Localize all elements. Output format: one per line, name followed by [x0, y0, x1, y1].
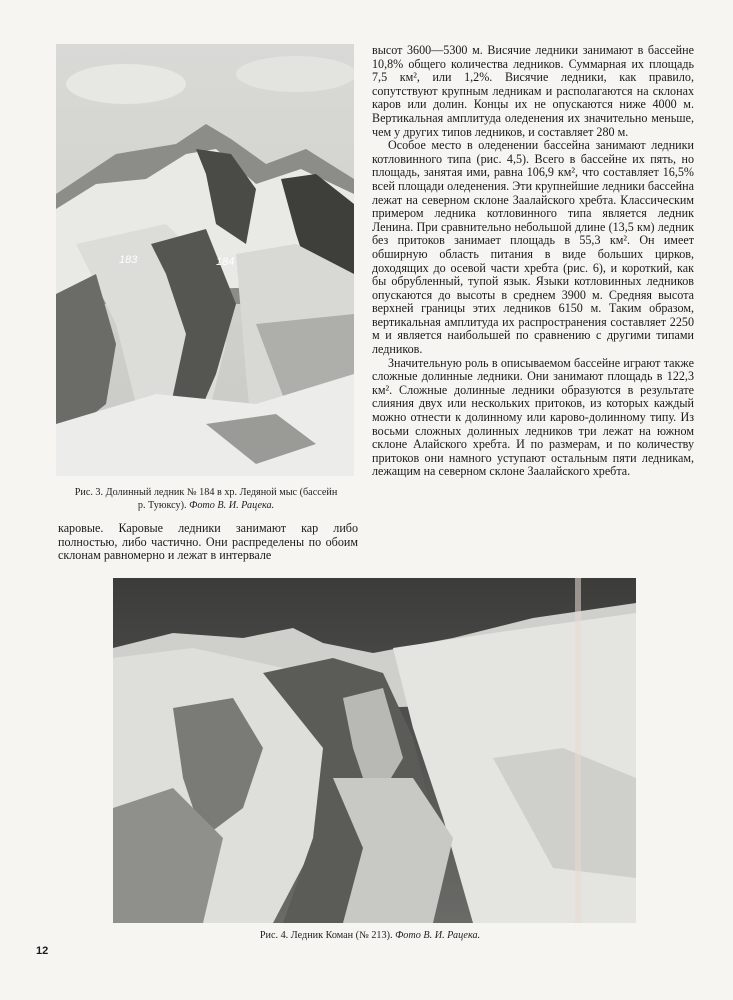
paragraph-hanging-glaciers: высот 3600—5300 м. Висячие ледники занимают в бассейне 10,8% общего количества ледников. Суммарная их площадь 7,5 км², или 1,2%. Висячие ледники, как правило, сопутствуют крупным ледникам и располагаются на склонах каров или долин. Концы их не опускаются ниже 4000 м. Вертикальная амплитуда оледенения их значительно меньше, чем у других типов ледников, и составляет 280 м.	[372, 43, 694, 139]
figure-3-caption-text: Рис. 3. Долинный ледник № 184 в хр. Ледяной мыс (бассейн р. Туюксу).	[74, 487, 338, 511]
figure-4-caption-text: Рис. 4. Ледник Коман (№ 213).	[259, 930, 393, 941]
figure-3-photo-credit: Фото В. И. Рацека.	[189, 499, 275, 511]
figure-3-caption	[70, 487, 342, 512]
left-text-column	[58, 522, 358, 563]
page-number: 12	[36, 945, 49, 957]
figure-4-photo-credit: Фото В. И. Рацека.	[395, 930, 481, 941]
koman-glacier-photo	[113, 578, 636, 923]
glacier-label-184: 184	[216, 256, 235, 268]
right-text-column	[372, 44, 694, 479]
glacier-184-photo	[56, 44, 354, 476]
paragraph-basin-glaciers: Особое место в оледенении бассейна занимают ледники котловинного типа (рис. 4,5). Всего в бассейне их пять, но площадь, занятая ими, равна 106,9 км², что составляет 16,5% всей площади оледенения. Эти крупнейшие ледники бассейна лежат на северном склоне Заалайского хребта. Классическим примером ледника котловинного типа является ледник Ленина. При сравнительно небольшой длине (13,5 км) ледник без притоков занимает площадь в 55,3 км². Он имеет обширную область питания в виде больших цирков, доходящих до осевой части хребта (рис. 6), и короткий, как бы обрубленный, тупой язык. Языки котловинных ледников опускаются до высоты в среднем 3900 м. Средняя высота верхней границы этих ледников 6150 м. Таким образом, вертикальная амплитуда их распространения составляет 2250 м и является наибольшей по сравнению с другими типами ледников.	[372, 138, 694, 357]
paragraph-complex-valley-glaciers: Значительную роль в описываемом бассейне играют также сложные долинные ледники. Они занимают площадь в 122,3 км². Сложные долинные ледники образуются в результате слияния двух или нескольких притоков, из которых каждый можно отнести к долинному или карово-долинному типу. Из восьми сложных долинных ледников три лежат на южном склоне Алайского хребта. И по размерам, и по количеству притоков они намного уступают остальным пяти ледникам, лежащим на северном склоне Заалайского хребта.	[372, 355, 694, 479]
paragraph-cirque-glaciers: каровые. Каровые ледники занимают кар либо полностью, либо частично. Они распределены по обоим склонам равномерно и лежат в интервале	[58, 521, 358, 563]
figure-4-caption	[120, 930, 620, 943]
glacier-label-183: 183	[119, 254, 138, 266]
